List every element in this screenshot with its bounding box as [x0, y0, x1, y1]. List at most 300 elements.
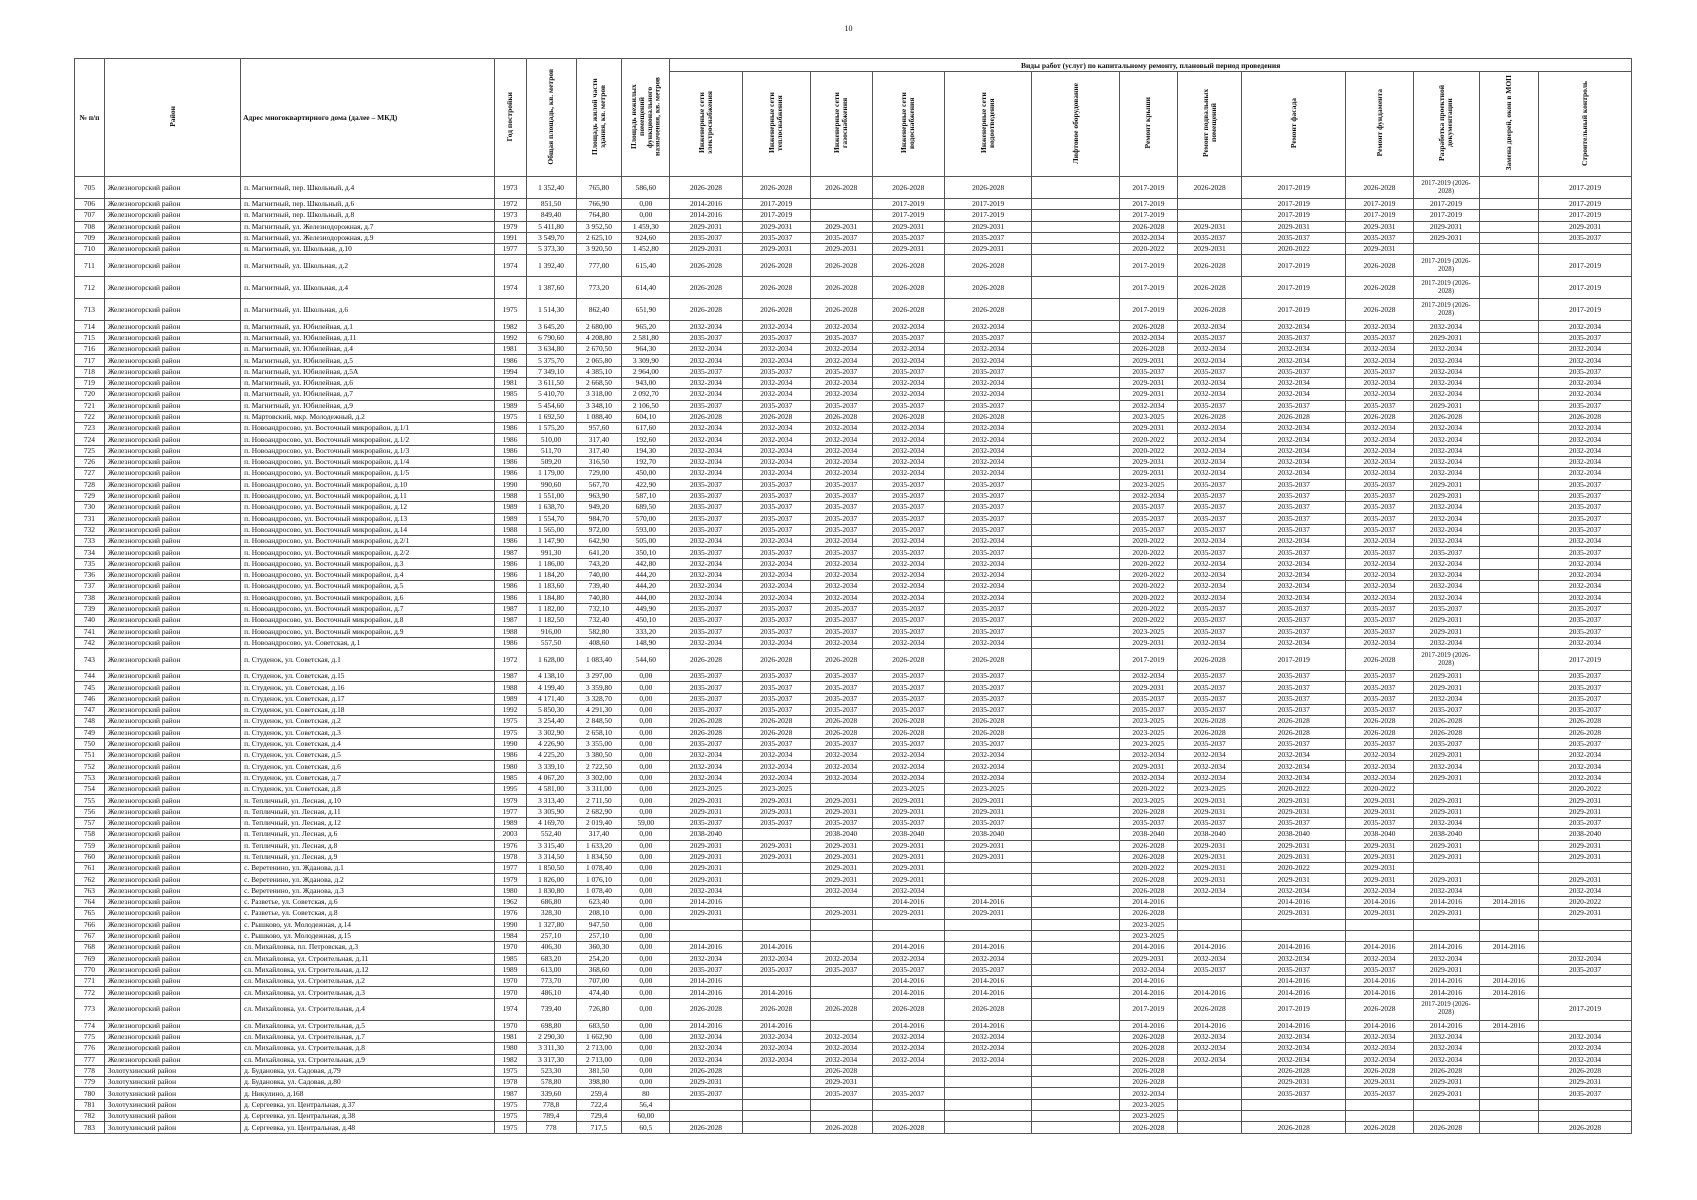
row-work-period: 2035-2037 — [872, 671, 944, 682]
row-work-period: 2026-2028 — [872, 727, 944, 738]
row-work-period: 2032-2034 — [1346, 772, 1413, 783]
row-work-period: 2032-2034 — [1346, 389, 1413, 400]
row-work-period — [1032, 908, 1119, 919]
row-total-area: 511,70 — [526, 445, 576, 456]
row-work-period — [1539, 919, 1632, 930]
row-work-period: 2035-2037 — [1539, 332, 1632, 343]
row-work-period: 2014-2016 — [1178, 1020, 1242, 1031]
row-work-period — [1178, 1088, 1242, 1099]
row-work-period — [1479, 244, 1539, 255]
row-work-period: 2035-2037 — [670, 1088, 742, 1099]
row-living-area: 474,40 — [576, 987, 622, 998]
table-row — [75, 637, 1632, 648]
row-work-period — [1032, 671, 1119, 682]
row-work-period: 2032-2034 — [1413, 1043, 1479, 1054]
row-work-period: 2014-2016 — [1346, 976, 1413, 987]
row-address: д. Будановка, ул. Садовая, д.80 — [241, 1077, 494, 1088]
row-work-period: 2035-2037 — [1539, 232, 1632, 243]
table-row — [75, 524, 1632, 535]
row-number: 724 — [75, 434, 105, 445]
row-work-period: 2035-2037 — [945, 479, 1032, 490]
table-row — [75, 255, 1632, 277]
row-work-period — [1479, 626, 1539, 637]
row-year: 1979 — [494, 795, 526, 806]
row-work-period: 2026-2028 — [810, 177, 872, 199]
row-district: Железногорский район — [104, 840, 240, 851]
row-work-period: 2029-2031 — [670, 806, 742, 817]
row-work-period: 2035-2037 — [742, 603, 810, 614]
row-work-period: 2035-2037 — [810, 964, 872, 975]
row-work-period: 2035-2037 — [1119, 513, 1178, 524]
row-work-period: 2029-2031 — [1413, 908, 1479, 919]
row-district: Золотухинский район — [104, 1122, 240, 1133]
row-address: сл. Михайловка, ул. Строительная, д.5 — [241, 1020, 494, 1031]
row-work-period: 2035-2037 — [670, 513, 742, 524]
row-work-period: 2029-2031 — [1346, 221, 1413, 232]
row-address: сл. Михайловка, ул. Строительная, д.3 — [241, 987, 494, 998]
row-nonres-area: 2 106,50 — [622, 400, 670, 411]
row-living-area: 408,60 — [576, 637, 622, 648]
row-work-period: 2032-2034 — [1242, 434, 1346, 445]
table-row — [75, 423, 1632, 434]
row-work-period: 2026-2028 — [670, 998, 742, 1020]
row-work-period: 2014-2016 — [1178, 987, 1242, 998]
row-work-period — [1479, 649, 1539, 671]
row-year: 1992 — [494, 332, 526, 343]
row-work-period: 2032-2034 — [742, 321, 810, 332]
row-work-period: 2026-2028 — [1242, 1122, 1346, 1133]
row-work-period: 2032-2034 — [872, 761, 944, 772]
row-number: 712 — [75, 277, 105, 299]
row-living-area: 317,40 — [576, 434, 622, 445]
row-work-period: 2020-2022 — [1242, 244, 1346, 255]
row-work-period — [1479, 457, 1539, 468]
row-year: 1987 — [494, 615, 526, 626]
row-work-period — [1032, 244, 1119, 255]
row-living-area: 623,40 — [576, 897, 622, 908]
row-address: п. Новоандросово, ул. Восточный микрорайон, д.4 — [241, 570, 494, 581]
row-total-area: 789,4 — [526, 1111, 576, 1122]
table-row — [75, 479, 1632, 490]
row-work-period — [872, 1065, 944, 1076]
row-district: Железногорский район — [104, 930, 240, 941]
row-number: 756 — [75, 806, 105, 817]
row-address: п. Новоандросово, ул. Восточный микрорайон, д.3 — [241, 558, 494, 569]
row-living-area: 2 680,00 — [576, 321, 622, 332]
row-work-period — [1479, 693, 1539, 704]
row-work-period — [1032, 479, 1119, 490]
row-work-period: 2029-2031 — [810, 806, 872, 817]
row-work-period: 2035-2037 — [810, 400, 872, 411]
row-address: п. Студенок, ул. Советская, д.1 — [241, 649, 494, 671]
row-work-period: 2026-2028 — [810, 727, 872, 738]
row-district: Железногорский район — [104, 255, 240, 277]
row-number: 720 — [75, 389, 105, 400]
row-work-period: 2017-2019 — [1413, 210, 1479, 221]
row-total-area: 4 169,70 — [526, 817, 576, 828]
row-work-period: 2032-2034 — [1413, 581, 1479, 592]
row-nonres-area: 689,50 — [622, 502, 670, 513]
row-work-period: 2032-2034 — [742, 570, 810, 581]
row-work-period: 2017-2019 — [1242, 199, 1346, 210]
row-number: 729 — [75, 490, 105, 501]
row-address: п. Студенок, ул. Советская, д.5 — [241, 750, 494, 761]
row-work-period: 2029-2031 — [1119, 953, 1178, 964]
row-work-period: 2035-2037 — [872, 232, 944, 243]
row-work-period: 2032-2034 — [810, 558, 872, 569]
row-work-period: 2035-2037 — [742, 547, 810, 558]
row-work-period: 2032-2034 — [810, 389, 872, 400]
row-work-period: 2029-2031 — [810, 874, 872, 885]
row-work-period: 2032-2034 — [1178, 570, 1242, 581]
row-total-area: 4 067,20 — [526, 772, 576, 783]
row-work-period — [1479, 874, 1539, 885]
row-number: 760 — [75, 851, 105, 862]
row-nonres-area: 2 964,00 — [622, 366, 670, 377]
row-total-area: 1 638,70 — [526, 502, 576, 513]
row-nonres-area: 60,5 — [622, 1122, 670, 1133]
row-living-area: 2 722,50 — [576, 761, 622, 772]
row-number: 774 — [75, 1020, 105, 1031]
row-work-period — [1479, 851, 1539, 862]
row-nonres-area: 505,00 — [622, 536, 670, 547]
row-living-area: 726,80 — [576, 998, 622, 1020]
row-work-period: 2032-2034 — [1539, 468, 1632, 479]
col-work-5: Лифтовое оборудование — [1032, 72, 1119, 177]
row-work-period: 2023-2025 — [1178, 784, 1242, 795]
row-year: 1987 — [494, 671, 526, 682]
row-year: 1974 — [494, 277, 526, 299]
row-total-area: 5 454,60 — [526, 400, 576, 411]
row-work-period: 2026-2028 — [945, 277, 1032, 299]
row-number: 775 — [75, 1032, 105, 1043]
row-work-period: 2026-2028 — [810, 649, 872, 671]
row-address: п. Новоандросово, ул. Восточный микрорайон, д.7 — [241, 603, 494, 614]
row-work-period — [1346, 1111, 1413, 1122]
row-work-period: 2029-2031 — [742, 851, 810, 862]
row-work-period: 2032-2034 — [1346, 445, 1413, 456]
row-work-period: 2032-2034 — [810, 1043, 872, 1054]
row-district: Железногорский район — [104, 277, 240, 299]
row-work-period: 2032-2034 — [1413, 344, 1479, 355]
row-work-period: 2026-2028 — [1346, 177, 1413, 199]
row-work-period: 2029-2031 — [1242, 840, 1346, 851]
row-work-period — [1479, 400, 1539, 411]
row-work-period: 2032-2034 — [1119, 1088, 1178, 1099]
row-work-period — [1242, 919, 1346, 930]
row-work-period: 2017-2019 — [1119, 199, 1178, 210]
row-district: Железногорский район — [104, 784, 240, 795]
row-nonres-area: 2 092,70 — [622, 389, 670, 400]
row-work-period: 2032-2034 — [1539, 1054, 1632, 1065]
row-district: Железногорский район — [104, 457, 240, 468]
row-total-area: 3 254,40 — [526, 716, 576, 727]
row-work-period: 2014-2016 — [1479, 976, 1539, 987]
row-address: д. Будановка, ул. Садовая, д.79 — [241, 1065, 494, 1076]
row-work-period — [945, 863, 1032, 874]
row-work-period: 2032-2034 — [1539, 389, 1632, 400]
row-address: п. Магнитный, ул. Юбилейная, д.1 — [241, 321, 494, 332]
row-work-period — [1178, 919, 1242, 930]
row-work-period: 2032-2034 — [945, 457, 1032, 468]
row-work-period: 2035-2037 — [810, 547, 872, 558]
row-year: 1974 — [494, 255, 526, 277]
row-work-period: 2014-2016 — [872, 1020, 944, 1031]
row-year: 1986 — [494, 355, 526, 366]
row-work-period: 2035-2037 — [670, 479, 742, 490]
row-total-area: 3 305,90 — [526, 806, 576, 817]
row-work-period: 2035-2037 — [872, 626, 944, 637]
row-total-area: 5 411,80 — [526, 221, 576, 232]
row-work-period: 2029-2031 — [1413, 772, 1479, 783]
row-work-period: 2035-2037 — [1242, 332, 1346, 343]
row-work-period: 2032-2034 — [1539, 581, 1632, 592]
row-work-period — [1032, 806, 1119, 817]
row-district: Железногорский район — [104, 479, 240, 490]
row-living-area: 2 848,50 — [576, 716, 622, 727]
row-total-area: 3 645,20 — [526, 321, 576, 332]
col-work-11: Замена дверей, окон в МОП — [1479, 72, 1539, 177]
row-district: Железногорский район — [104, 524, 240, 535]
row-work-period: 2014-2016 — [872, 987, 944, 998]
row-work-period: 2029-2031 — [1346, 908, 1413, 919]
row-work-period: 2032-2034 — [1242, 344, 1346, 355]
row-year: 1986 — [494, 445, 526, 456]
row-district: Железногорский район — [104, 829, 240, 840]
row-nonres-area: 194,30 — [622, 445, 670, 456]
row-work-period — [1032, 930, 1119, 941]
row-address: п. Тепличный, ул. Лесная, д.9 — [241, 851, 494, 862]
table-row — [75, 908, 1632, 919]
row-address: п. Новоандросово, ул. Восточный микрорайон, д.13 — [241, 513, 494, 524]
row-work-period — [1539, 244, 1632, 255]
row-work-period — [1539, 930, 1632, 941]
row-district: Железногорский район — [104, 490, 240, 501]
row-work-period: 2032-2034 — [1178, 885, 1242, 896]
row-work-period: 2035-2037 — [742, 400, 810, 411]
row-living-area: 2 711,50 — [576, 795, 622, 806]
row-work-period: 2035-2037 — [1242, 626, 1346, 637]
row-year: 1990 — [494, 738, 526, 749]
row-district: Железногорский район — [104, 851, 240, 862]
table-row — [75, 649, 1632, 671]
row-work-period: 2023-2025 — [1119, 626, 1178, 637]
row-living-area: 777,00 — [576, 255, 622, 277]
row-work-period — [1032, 221, 1119, 232]
row-work-period: 2032-2034 — [1413, 1054, 1479, 1065]
row-work-period: 2032-2034 — [872, 750, 944, 761]
row-work-period: 2029-2031 — [742, 840, 810, 851]
row-work-period: 2032-2034 — [1346, 344, 1413, 355]
row-work-period — [1539, 863, 1632, 874]
row-work-period: 2014-2016 — [1346, 897, 1413, 908]
row-work-period: 2035-2037 — [872, 332, 944, 343]
row-living-area: 1 834,50 — [576, 851, 622, 862]
row-work-period: 2014-2016 — [670, 976, 742, 987]
row-work-period: 2029-2031 — [1413, 479, 1479, 490]
row-nonres-area: 0,00 — [622, 885, 670, 896]
row-address: п. Магнитный, пер. Школьный, д.4 — [241, 177, 494, 199]
row-work-period: 2026-2028 — [945, 299, 1032, 321]
col-nonres-area: Площадь нежилых помещений функционального назначения, кв. метров — [622, 59, 670, 177]
row-work-period: 2026-2028 — [872, 277, 944, 299]
row-work-period: 2035-2037 — [1242, 615, 1346, 626]
row-work-period: 2017-2019 (2026-2028) — [1413, 649, 1479, 671]
row-address: п. Магнитный, ул. Юбилейная, д.6 — [241, 377, 494, 388]
row-work-period: 2035-2037 — [1539, 502, 1632, 513]
row-work-period: 2035-2037 — [872, 1088, 944, 1099]
row-work-period — [1032, 964, 1119, 975]
row-work-period — [1178, 1077, 1242, 1088]
row-work-period — [1539, 1111, 1632, 1122]
works-group-header: Виды работ (услуг) по капитальному ремонту, плановый период проведения — [670, 59, 1632, 72]
row-work-period — [1479, 829, 1539, 840]
row-work-period: 2017-2019 — [1119, 210, 1178, 221]
row-work-period: 2032-2034 — [945, 423, 1032, 434]
row-year: 1978 — [494, 1077, 526, 1088]
row-year: 1970 — [494, 1020, 526, 1031]
row-work-period: 2029-2031 — [670, 908, 742, 919]
row-work-period: 2029-2031 — [1413, 795, 1479, 806]
row-work-period — [1479, 772, 1539, 783]
row-work-period: 2032-2034 — [810, 761, 872, 772]
row-work-period: 2029-2031 — [945, 851, 1032, 862]
row-work-period: 2035-2037 — [1242, 513, 1346, 524]
row-work-period — [810, 976, 872, 987]
table-row — [75, 457, 1632, 468]
row-work-period: 2014-2016 — [1413, 897, 1479, 908]
row-number: 719 — [75, 377, 105, 388]
row-work-period: 2032-2034 — [945, 750, 1032, 761]
row-work-period — [670, 1099, 742, 1110]
row-work-period: 2029-2031 — [1119, 637, 1178, 648]
row-work-period: 2029-2031 — [1413, 232, 1479, 243]
row-work-period: 2035-2037 — [1178, 682, 1242, 693]
row-work-period: 2017-2019 — [1539, 277, 1632, 299]
row-district: Железногорский район — [104, 232, 240, 243]
row-work-period: 2035-2037 — [670, 615, 742, 626]
row-work-period: 2026-2028 — [742, 998, 810, 1020]
row-work-period: 2035-2037 — [1346, 513, 1413, 524]
row-work-period: 2029-2031 — [1413, 615, 1479, 626]
row-work-period: 2032-2034 — [872, 355, 944, 366]
row-total-area: 1 183,60 — [526, 581, 576, 592]
row-work-period: 2032-2034 — [1178, 445, 1242, 456]
row-work-period: 2032-2034 — [742, 434, 810, 445]
row-work-period: 2026-2028 — [872, 177, 944, 199]
row-work-period — [810, 1020, 872, 1031]
row-work-period: 2029-2031 — [872, 908, 944, 919]
row-work-period — [1346, 919, 1413, 930]
row-year: 1994 — [494, 366, 526, 377]
row-work-period: 2029-2031 — [1242, 874, 1346, 885]
row-work-period: 2032-2034 — [670, 355, 742, 366]
row-district: Железногорский район — [104, 581, 240, 592]
col-work-2: Инженерные сети газоснабжения — [810, 72, 872, 177]
row-total-area: 739,40 — [526, 998, 576, 1020]
row-work-period: 2032-2034 — [1346, 377, 1413, 388]
row-address: п. Магнитный, ул. Юбилейная, д.5А — [241, 366, 494, 377]
row-work-period: 2014-2016 — [945, 976, 1032, 987]
row-living-area: 2 713,00 — [576, 1054, 622, 1065]
table-row — [75, 750, 1632, 761]
row-year: 1987 — [494, 547, 526, 558]
table-row — [75, 1043, 1632, 1054]
row-nonres-area: 0,00 — [622, 727, 670, 738]
row-number: 768 — [75, 942, 105, 953]
row-district: Железногорский район — [104, 366, 240, 377]
row-work-period: 2032-2034 — [1539, 637, 1632, 648]
row-work-period: 2029-2031 — [945, 221, 1032, 232]
col-no: № п/п — [75, 59, 105, 177]
row-year: 1986 — [494, 637, 526, 648]
row-number: 757 — [75, 817, 105, 828]
row-work-period — [1032, 704, 1119, 715]
row-number: 733 — [75, 536, 105, 547]
row-work-period: 2032-2034 — [1178, 761, 1242, 772]
row-year: 1986 — [494, 558, 526, 569]
row-total-area: 3 549,70 — [526, 232, 576, 243]
row-address: с. Разветье, ул. Советская, д.8 — [241, 908, 494, 919]
row-total-area: 1 184,20 — [526, 570, 576, 581]
row-work-period: 2035-2037 — [670, 490, 742, 501]
row-living-area: 642,90 — [576, 536, 622, 547]
row-work-period: 2029-2031 — [1539, 851, 1632, 862]
row-address: п. Магнитный, ул. Железнодорожная, д.9 — [241, 232, 494, 243]
row-work-period: 2026-2028 — [1539, 1065, 1632, 1076]
row-work-period: 2020-2022 — [1539, 897, 1632, 908]
row-living-area: 740,80 — [576, 592, 622, 603]
row-work-period: 2035-2037 — [945, 513, 1032, 524]
row-work-period: 2032-2034 — [1413, 468, 1479, 479]
row-work-period: 2032-2034 — [1178, 536, 1242, 547]
row-work-period: 2029-2031 — [810, 840, 872, 851]
row-work-period — [1032, 919, 1119, 930]
row-total-area: 849,40 — [526, 210, 576, 221]
row-address: п. Новоандросово, ул. Восточный микрорайон, д.10 — [241, 479, 494, 490]
table-row — [75, 1099, 1632, 1110]
row-work-period: 2023-2025 — [1119, 738, 1178, 749]
row-address: с. Веретенино, ул. Жданова, д.3 — [241, 885, 494, 896]
row-work-period: 2035-2037 — [670, 817, 742, 828]
row-work-period: 2014-2016 — [742, 942, 810, 953]
row-work-period — [945, 930, 1032, 941]
row-address: п. Студенок, ул. Советская, д.15 — [241, 671, 494, 682]
row-work-period: 2026-2028 — [1119, 221, 1178, 232]
row-work-period: 2032-2034 — [810, 434, 872, 445]
row-work-period — [1032, 885, 1119, 896]
row-work-period: 2035-2037 — [670, 547, 742, 558]
row-work-period: 2035-2037 — [1346, 693, 1413, 704]
row-work-period: 2029-2031 — [1119, 389, 1178, 400]
row-nonres-area: 0,00 — [622, 784, 670, 795]
row-work-period: 2029-2031 — [1346, 851, 1413, 862]
row-nonres-area: 0,00 — [622, 671, 670, 682]
row-living-area: 398,80 — [576, 1077, 622, 1088]
row-work-period: 2035-2037 — [945, 502, 1032, 513]
row-work-period: 2020-2022 — [1119, 445, 1178, 456]
row-living-area: 743,20 — [576, 558, 622, 569]
row-work-period: 2029-2031 — [1242, 221, 1346, 232]
row-number: 752 — [75, 761, 105, 772]
row-work-period: 2017-2019 — [1242, 255, 1346, 277]
row-number: 714 — [75, 321, 105, 332]
row-number: 764 — [75, 897, 105, 908]
row-work-period: 2032-2034 — [670, 1054, 742, 1065]
row-district: Железногорский район — [104, 942, 240, 953]
row-work-period — [872, 1099, 944, 1110]
row-work-period: 2029-2031 — [810, 221, 872, 232]
